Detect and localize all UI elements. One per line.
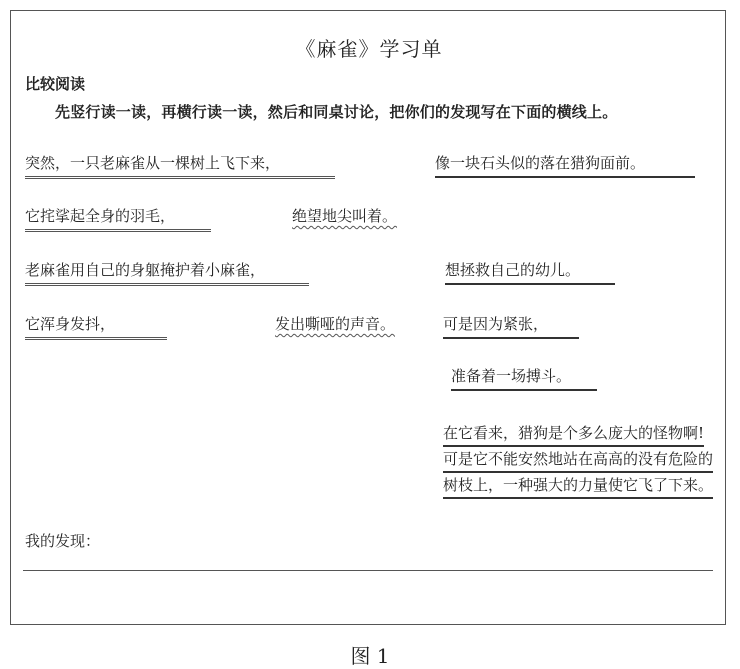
answer-line[interactable] (23, 570, 713, 571)
right-line-4: 准备着一场搏斗。 (451, 366, 597, 391)
middle-line-1: 绝望地尖叫着。 (292, 207, 398, 225)
left-line-3: 老麻雀用自己的身躯掩护着小麻雀， (25, 260, 309, 286)
left-line-2: 它挓挲起全身的羽毛， (25, 206, 211, 232)
worksheet-title: 《麻雀》学习单 (295, 37, 443, 61)
right-line-3: 可是因为紧张， (443, 314, 579, 339)
worksheet-frame (10, 10, 726, 625)
left-line-1: 突然，一只老麻雀从一棵树上飞下来， (25, 153, 335, 179)
middle-line-2: 发出嘶哑的声音。 (275, 315, 396, 333)
right-line-2: 想拯救自己的幼儿。 (445, 260, 615, 285)
right-line-1: 像一块石头似的落在猎狗面前。 (435, 153, 695, 178)
instruction-text: 先竖行读一读，再横行读一读，然后和同桌讨论，把你们的发现写在下面的横线上。 (55, 103, 618, 121)
figure-caption: 图 1 (350, 644, 390, 668)
left-line-4: 它浑身发抖， (25, 314, 167, 340)
section-heading: 比较阅读 (25, 75, 86, 93)
discovery-label: 我的发现： (25, 532, 101, 550)
right-paragraph: 在它看来，猎狗是个多么庞大的怪物啊!可是它不能安然地站在高高的没有危险的树枝上，一种强大的力量使它飞了下来。 (443, 420, 715, 498)
